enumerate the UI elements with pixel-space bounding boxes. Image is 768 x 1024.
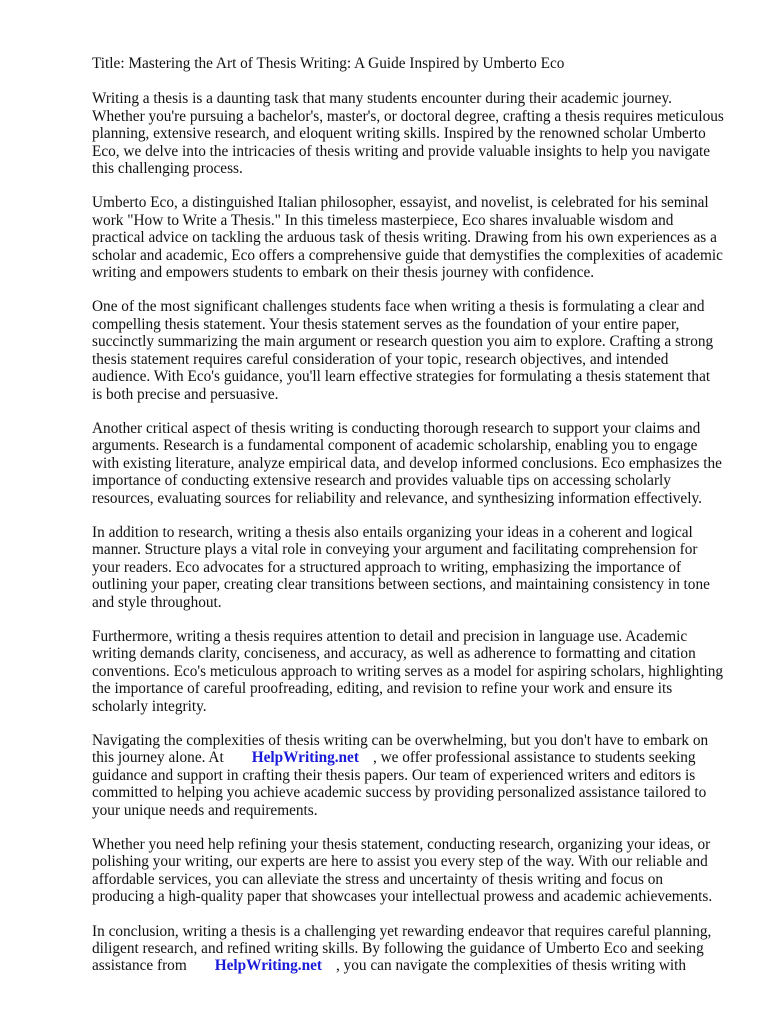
paragraph-conclusion — [92, 923, 724, 975]
helpwriting-link-conclusion[interactable]: HelpWriting.net — [214, 957, 322, 975]
document-title: Title: Mastering the Art of Thesis Writing: A Guide Inspired by Umberto Eco — [92, 55, 565, 72]
paragraph-precision: Furthermore, writing a thesis requires attention to detail and precision in language use. Academic writing demands clarity, conciseness, and accuracy, as well as adherence to formatting and citation conventions. Eco's meticulous approach to writing serves as a model for aspiring scholars, highlighting the importance of careful proofreading, editing, and revision to refine your work and ensure its scholarly integrity. — [92, 627, 724, 715]
paragraph-thesis-statement: One of the most significant challenges students face when writing a thesis is formulating a clear and compelling thesis statement. Your thesis statement serves as the foundation of your entire paper, succinctly summarizing the main argument or research question you aim to explore. Crafting a strong thesis statement requires careful consideration of your topic, research objectives, and intended audience. With Eco's guidance, you'll learn effective strategies for formulating a thesis statement that is both precise and persuasive. — [92, 298, 714, 403]
document-page — [92, 55, 724, 992]
paragraph-whether: Whether you need help refining your thesis statement, conducting research, organizing your ideas, or polishing your writing, our experts are here to assist you every step of the way. With our reliable and affordable services, you can alleviate the stress and uncertainty of thesis writing and focus on producing a high-quality paper that showcases your intellectual prowess and academic achievements. — [92, 836, 713, 906]
helpwriting-link[interactable]: HelpWriting.net — [251, 749, 359, 767]
paragraph-eco: Umberto Eco, a distinguished Italian philosopher, essayist, and novelist, is celebrated for his seminal work "How to Write a Thesis." In this timeless masterpiece, Eco shares invaluable wisdom and practical advice on tackling the arduous task of thesis writing. Drawing from his own experiences as a scholar and academic, Eco offers a comprehensive guide that demystifies the complexities of academic writing and empowers students to embark on their thesis journey with confidence. — [92, 194, 723, 282]
paragraph-research: Another critical aspect of thesis writing is conducting thorough research to support your claims and arguments. Research is a fundamental component of academic scholarship, enabling you to engage with existing literature, analyze empirical data, and develop informed conclusions. Eco emphasizes the importance of conducting extensive research and provides valuable tips on accessing scholarly resources, evaluating sources for reliability and relevance, and synthesizing information effectively. — [92, 419, 722, 507]
conclusion-text-after: , you can navigate the complexities of thesis writing with — [335, 957, 687, 975]
conclusion-text-before: In conclusion, writing a thesis is a challenging yet rewarding endeavor that requires careful planning, diligent research, and refined writing skills. By following the guidance of Umberto Eco and seeking assistance from — [92, 922, 712, 975]
paragraph-intro: Writing a thesis is a daunting task that many students encounter during their academic journey. Whether you're pursuing a bachelor's, master's, or doctoral degree, crafting a thesis requires meticulous planning, extensive research, and eloquent writing skills. Inspired by the renowned scholar Umberto Eco, we delve into the intricacies of thesis writing and provide valuable insights to help you navigate this challenging process. — [92, 90, 724, 178]
help-text-before: Navigating the complexities of thesis writing can be overwhelming, but you don't have to embark on this journey alone. At — [92, 732, 709, 767]
paragraph-structure: In addition to research, writing a thesis also entails organizing your ideas in a coherent and logical manner. Structure plays a vital role in conveying your argument and facilitating comprehension for your readers. Eco advocates for a structured approach to writing, emphasizing the importance of outlining your paper, creating clear transitions between sections, and maintaining consistency in tone and style throughout. — [92, 523, 710, 611]
paragraph-help — [92, 732, 724, 819]
help-text-after: , we offer professional assistance to students seeking guidance and support in crafting their thesis papers. Our team of experienced writers and editors is committed to helping you achieve academic success by providing personalized assistance tailored to your unique needs and requirements. — [92, 749, 707, 819]
